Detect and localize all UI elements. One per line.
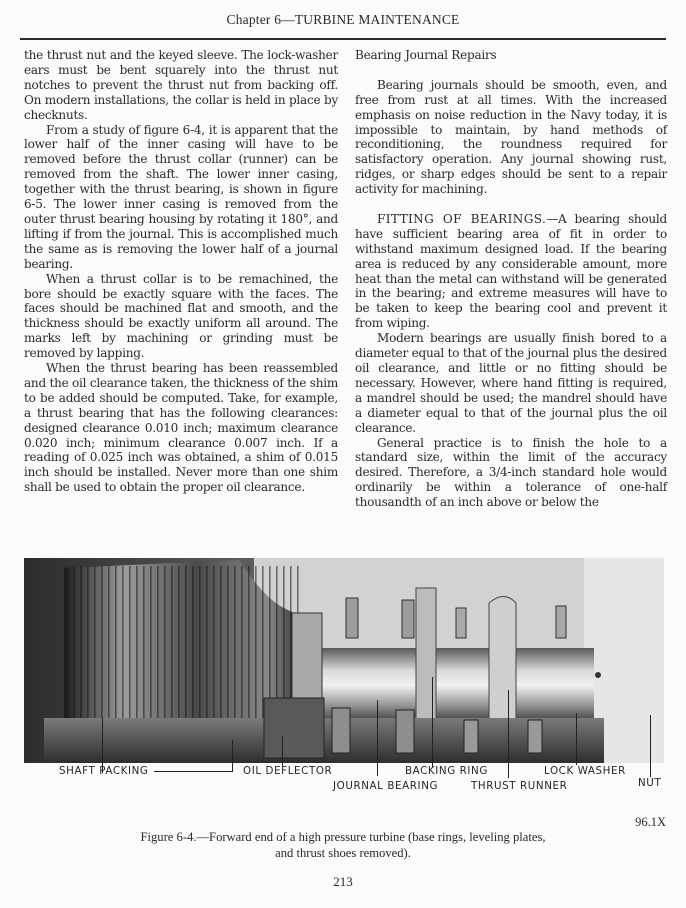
leader-line-thrust-runner bbox=[508, 690, 509, 778]
paragraph bbox=[355, 212, 667, 331]
turbine-photo bbox=[24, 558, 664, 763]
leader-line-journal-bearing bbox=[377, 700, 378, 776]
paragraph-spacer bbox=[355, 197, 667, 212]
label-oil-deflector: OIL DEFLECTOR bbox=[243, 765, 333, 777]
paragraph-text: —A bearing should have sufficient bearing area of fit in order to withstand maximum designed load. If the bearing area is reduced by any considerable amount, more heat than the metal can withstand will be generated in the bearing; and extreme measures will have to be taken to keep the bearing cool and prevent it from wiping. bbox=[355, 211, 667, 331]
page-number: 213 bbox=[333, 874, 353, 889]
label-shaft-packing: SHAFT PACKING bbox=[59, 765, 149, 777]
label-backing-ring: BACKING RING bbox=[405, 765, 488, 777]
right-column bbox=[355, 48, 667, 510]
figure-caption bbox=[60, 829, 626, 861]
label-lock-washer: LOCK WASHER bbox=[544, 765, 626, 777]
leader-line-oil-deflector-1 bbox=[232, 740, 233, 772]
run-in-heading: FITTING OF BEARINGS. bbox=[377, 211, 547, 226]
paragraph: When a thrust collar is to be remachined, the bore should be exactly square with the faces. The faces should be machined flat and smooth, and the thickness should be exactly uniform all around. The marks left by machining or grinding must be removed by lapping. bbox=[24, 271, 338, 361]
section-heading: Bearing Journal Repairs bbox=[355, 48, 497, 62]
caption-line: and thrust shoes removed). bbox=[275, 846, 411, 860]
label-thrust-runner: THRUST RUNNER bbox=[471, 780, 568, 792]
label-journal-bearing: JOURNAL BEARING bbox=[333, 780, 439, 792]
left-column bbox=[24, 48, 338, 495]
paragraph: When the thrust bearing has been reassembled and the oil clearance taken, the thickness of the shim to be added should be computed. Take, for example, a thrust bearing that has the following clearances: designed clearance 0.010 inch; maximum clearance 0.020 inch; minimum clearance 0.007 inch. If a reading of 0.025 inch was obtained, a shim of 0.015 inch should be installed. Never more than one shim shall be used to obtain the proper oil clearance. bbox=[24, 361, 338, 495]
turbine-illustration bbox=[24, 558, 664, 763]
leader-line-shaft-packing-h bbox=[154, 771, 232, 772]
paragraph: General practice is to finish the hole to a standard size, within the limit of the accuracy desired. Therefore, a 3/4-inch standard hole would ordinarily be within a tolerance of one-half thousandth of an inch above or below the bbox=[355, 435, 667, 510]
running-head: Chapter 6—TURBINE MAINTENANCE bbox=[226, 12, 460, 27]
paragraph: From a study of figure 6-4, it is apparent that the lower half of the inner casing will have to be removed before the thrust collar (runner) can be removed from the shaft. The lower inner casing, together with the thrust bearing, is shown in figure 6-5. The lower inner casing is removed from the outer thrust bearing housing by rotating it 180°, and lifting if from the journal. This is accomplished much the same as is removing the lower half of a journal bearing. bbox=[24, 122, 338, 271]
paragraph: Modern bearings are usually finish bored to a diameter equal to that of the journal plus the desired oil clearance, and little or no fitting should be necessary. However, where hand fitting is required, a mandrel should be used; the mandrel should have a diameter equal to that of the journal plus the oil clearance. bbox=[355, 331, 667, 435]
leader-line-nut bbox=[650, 715, 651, 777]
label-nut: NUT bbox=[638, 777, 662, 789]
leader-line-oil-deflector-2 bbox=[282, 736, 283, 766]
leader-line-lock-washer bbox=[576, 713, 577, 765]
paragraph: the thrust nut and the keyed sleeve. The lock-washer ears must be bent squarely into the thrust nut notches to prevent the thrust nut from backing off. On modern installations, the collar is held in place by checknuts. bbox=[24, 48, 338, 122]
header-rule bbox=[20, 38, 666, 40]
figure-id: 96.1X bbox=[635, 815, 666, 829]
paragraph: Bearing journals should be smooth, even, and free from rust at all times. With the increased emphasis on noise reduction in the Navy today, it is impossible to maintain, by hand methods of reconditioning, the roundness required for satisfactory operation. Any journal showing rust, ridges, or sharp edges should be sent to a repair activity for machining. bbox=[355, 77, 667, 197]
caption-line: Figure 6-4.—Forward end of a high pressure turbine (base rings, leveling plates, bbox=[140, 830, 546, 844]
leader-line-backing-ring bbox=[432, 677, 433, 767]
